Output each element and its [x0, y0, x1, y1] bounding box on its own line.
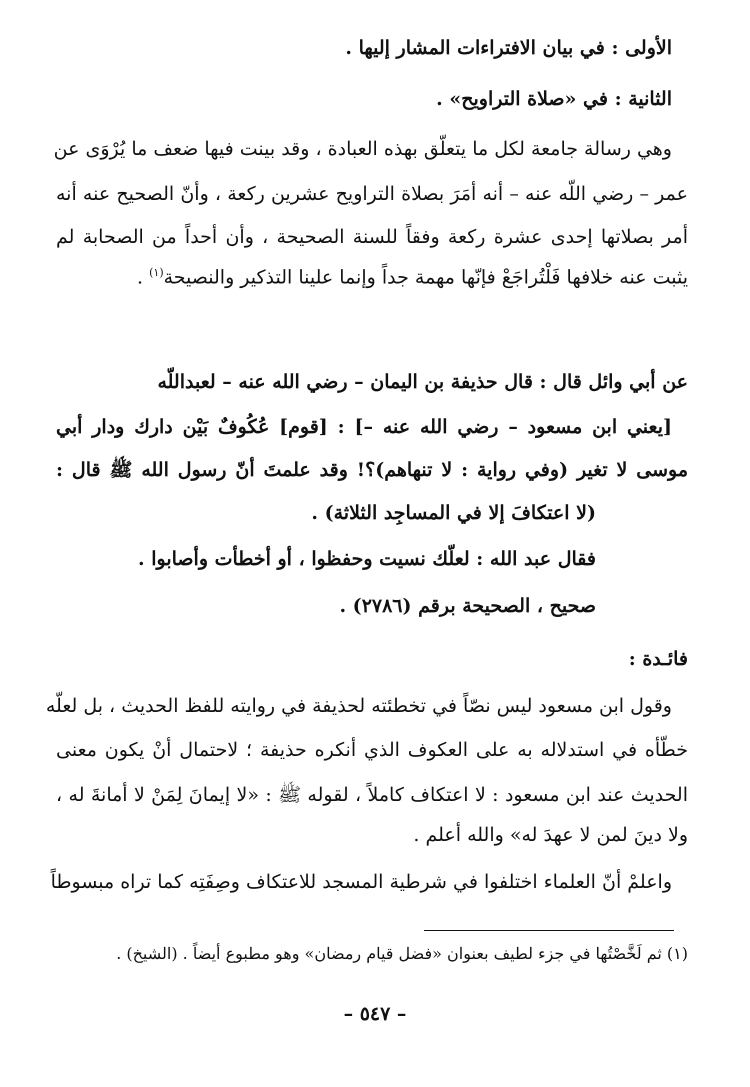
page-number: – ٥٤٧ – [343, 1003, 407, 1025]
text-line: ولا دينَ لمن لا عهدَ له» والله أعلم . [413, 824, 688, 846]
text-line: وقول ابن مسعود ليس نصّاً في تخطئته لحذيفة في روايته للفظ الحديث ، بل لعلّه [45, 695, 672, 717]
footnote-marker: (١) [149, 266, 164, 279]
text-line: أمر بصلاتها إحدى عشرة ركعة وفقاً للسنة الصحيحة ، وأن أحداً من الصحابة لم [56, 226, 688, 248]
hadith-line: موسى لا تغير (وفي رواية : لا تنهاهم)؟! وقد علمتَ أنّ رسول الله ﷺ قال : [56, 459, 688, 481]
hadith-line: (لا اعتكافَ إلا في المساجِد الثلاثة) . [311, 502, 596, 524]
hadith-line: فقال عبد الله : لعلّك نسيت وحفظوا ، أو أخطأت وأصابوا . [138, 548, 596, 570]
text-line: واعلمْ أنّ العلماء اختلفوا في شرطية المسجد للاعتكاف وصِفَتِه كما تراه مبسوطاً [50, 871, 672, 893]
footnote-separator [424, 930, 674, 931]
grading-line: صحيح ، الصحيحة برقم (٢٧٨٦) . [339, 595, 596, 617]
hadith-line: عن أبي وائل قال : قال حذيفة بن اليمان – رضي الله عنه – لعبداللّه [157, 371, 688, 393]
footnote: (١) ثم لَخَّصْتُها في جزء لطيف بعنوان «فضل قيام رمضان» وهو مطبوع أيضاً . (الشيخ) . [116, 944, 688, 963]
text-line: يثبت عنه خلافها فَلْتُراجَعْ فإنّها مهمة جداً وإنما علينا التذكير والنصيحة$^{(١)}$ . [137, 266, 688, 289]
benefit-title: فائـدة : [628, 648, 688, 670]
text-line: الأولى : في بيان الافتراءات المشار إليها . [345, 37, 672, 59]
text-line: الثانية : في «صلاة التراويح» . [436, 88, 672, 110]
text-line: عمر – رضي اللّه عنه – أنه أمَرَ بصلاة التراويح عشرين ركعة ، وأنّ الصحيح عنه أنه [56, 183, 688, 205]
text-line: وهي رسالة جامعة لكل ما يتعلّق بهذه العبادة ، وقد بينت فيها ضعف ما يُرْوَى عن [53, 138, 672, 160]
hadith-line: [يعني ابن مسعود – رضي الله عنه –] : [قوم] عُكُوفٌ بَيْن دارك ودار أبي [56, 416, 672, 438]
text-line: الحديث عند ابن مسعود : لا اعتكاف كاملاً ، لقوله ﷺ : «لا إيمانَ لِمَنْ لا أمانةَ له ، [56, 784, 688, 806]
text-line: خطّأه في استدلاله به على العكوف الذي أنكره حذيفة ؛ لاحتمال أنْ يكون معنى [56, 739, 688, 761]
